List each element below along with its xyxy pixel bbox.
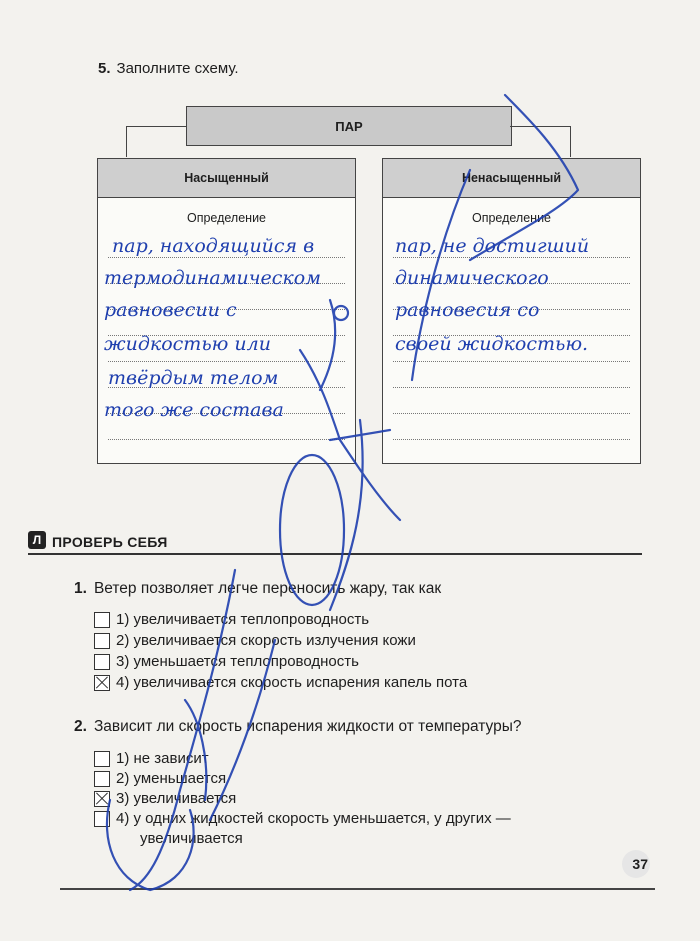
- pen-stroke: [210, 640, 275, 820]
- handwritten-line: равновесия со: [395, 299, 540, 321]
- handwritten-line: пар, не достигший: [395, 235, 590, 257]
- option-label: 3) уменьшается теплопроводность: [116, 653, 359, 670]
- option-label: 3) увеличивается: [116, 790, 237, 807]
- column-heading-unsaturated: Ненасыщенный: [383, 159, 640, 198]
- handwritten-line: равновесии с: [104, 299, 237, 321]
- task-5-text: Заполните схему.: [116, 60, 239, 77]
- pen-stroke: [412, 170, 470, 380]
- option-label: 4) у одних жидкостей скорость уменьшается, у других —: [116, 810, 511, 827]
- question-text: Ветер позволяет легче переносить жару, так как: [93, 580, 442, 597]
- pen-stroke: [185, 700, 206, 800]
- option-label: 1) не зависит: [116, 750, 209, 767]
- definition-label-unsaturated: Определение: [471, 211, 552, 225]
- handwritten-line: своей жидкостью.: [395, 333, 589, 355]
- option-label: 2) уменьшается: [116, 770, 227, 787]
- pen-stroke: [334, 306, 348, 320]
- handwritten-line: твёрдым телом: [108, 367, 279, 389]
- handwritten-line: жидкостью или: [104, 333, 272, 355]
- pen-stroke: [280, 455, 344, 605]
- check-yourself-title: ПРОВЕРЬ СЕБЯ: [52, 534, 168, 550]
- handwritten-line: пар, находящийся в: [112, 235, 315, 257]
- pen-stroke: [130, 570, 235, 890]
- check-yourself-icon: Л: [28, 531, 46, 549]
- option-label-continued: увеличивается: [140, 830, 243, 847]
- question-number: 2.: [74, 718, 87, 735]
- question-number: 1.: [74, 580, 87, 597]
- handwritten-line: термодинамическом: [104, 267, 321, 289]
- pen-stroke: [470, 95, 578, 260]
- pen-stroke: [107, 800, 194, 890]
- task-5-number: 5.: [98, 60, 111, 77]
- option-label: 2) увеличивается скорость излучения кожи: [116, 632, 416, 649]
- handwritten-line: динамического: [395, 267, 549, 289]
- question-text: Зависит ли скорость испарения жидкости от температуры?: [93, 718, 522, 735]
- pen-stroke: [300, 350, 400, 520]
- definition-label-saturated: Определение: [186, 211, 267, 225]
- option-label: 4) увеличивается скорость испарения капель пота: [116, 674, 468, 691]
- column-heading-saturated: Насыщенный: [98, 159, 355, 198]
- option-label: 1) увеличивается теплопроводность: [116, 611, 370, 628]
- page-number: 37: [632, 856, 648, 872]
- scheme-root-label: ПАР: [335, 118, 363, 134]
- handwritten-line: того же состава: [104, 399, 284, 421]
